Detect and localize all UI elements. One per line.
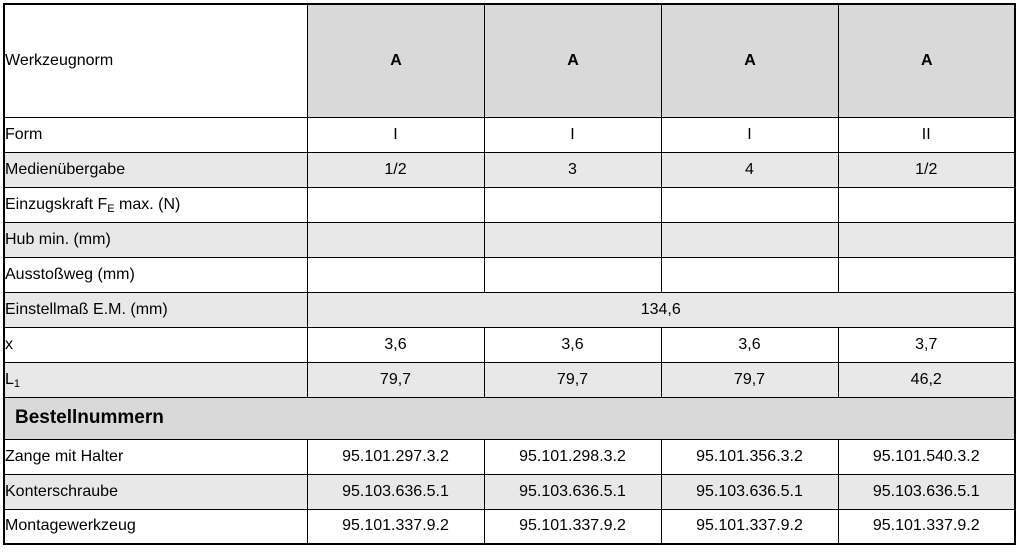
cell-l1-4: 46,2 [838, 362, 1015, 397]
row-label-zange-mit-halter: Zange mit Halter [4, 439, 307, 474]
row-label-einzugskraft [4, 187, 307, 222]
table-row [4, 117, 1015, 152]
header-symbol-col3: A [661, 4, 838, 117]
cell-hub-3 [661, 222, 838, 257]
row-label-form: Form [4, 117, 307, 152]
cell-einzugskraft-4 [838, 187, 1015, 222]
cell-konter-2: 95.103.636.5.1 [484, 474, 661, 509]
cell-einzugskraft-3 [661, 187, 838, 222]
cell-zange-3: 95.101.356.3.2 [661, 439, 838, 474]
cell-ausstossweg-3 [661, 257, 838, 292]
cell-l1-3: 79,7 [661, 362, 838, 397]
cell-hub-4 [838, 222, 1015, 257]
row-label-hub-min: Hub min. (mm) [4, 222, 307, 257]
cell-montage-3: 95.101.337.9.2 [661, 509, 838, 544]
cell-hub-1 [307, 222, 484, 257]
row-label-l1-sub: 1 [13, 377, 21, 390]
header-symbol-col4: A [838, 4, 1015, 117]
cell-montage-4: 95.101.337.9.2 [838, 509, 1015, 544]
cell-einzugskraft-2 [484, 187, 661, 222]
row-label-einstellmass: Einstellmaß E.M. (mm) [4, 292, 307, 327]
table-row [4, 292, 1015, 327]
cell-x-4: 3,7 [838, 327, 1015, 362]
cell-medien-4: 1/2 [838, 152, 1015, 187]
table-row [4, 152, 1015, 187]
cell-x-3: 3,6 [661, 327, 838, 362]
cell-l1-2: 79,7 [484, 362, 661, 397]
cell-konter-3: 95.103.636.5.1 [661, 474, 838, 509]
cell-form-2: I [484, 117, 661, 152]
table-row [4, 187, 1015, 222]
cell-zange-2: 95.101.298.3.2 [484, 439, 661, 474]
row-label-l1-text: L [5, 370, 14, 388]
row-label-medienuebergabe: Medienübergabe [4, 152, 307, 187]
cell-form-1: I [307, 117, 484, 152]
row-label-x: x [4, 327, 307, 362]
cell-zange-4: 95.101.540.3.2 [838, 439, 1015, 474]
cell-einstellmass-merged: 134,6 [307, 292, 1015, 327]
cell-form-4: II [838, 117, 1015, 152]
row-label-konterschraube: Konterschraube [4, 474, 307, 509]
header-symbol-col2: A [484, 4, 661, 117]
table-row [4, 327, 1015, 362]
cell-medien-3: 4 [661, 152, 838, 187]
table-row [4, 509, 1015, 544]
row-label-ausstossweg: Ausstoßweg (mm) [4, 257, 307, 292]
cell-ausstossweg-2 [484, 257, 661, 292]
table-row [4, 222, 1015, 257]
header-label: Werkzeugnorm [4, 4, 307, 117]
row-label-einzugskraft-tail: max. (N) [114, 195, 181, 213]
cell-hub-2 [484, 222, 661, 257]
cell-medien-1: 1/2 [307, 152, 484, 187]
cell-konter-1: 95.103.636.5.1 [307, 474, 484, 509]
cell-x-1: 3,6 [307, 327, 484, 362]
table-row [4, 257, 1015, 292]
row-label-l1 [4, 362, 307, 397]
table-row [4, 439, 1015, 474]
cell-zange-1: 95.101.297.3.2 [307, 439, 484, 474]
cell-montage-2: 95.101.337.9.2 [484, 509, 661, 544]
table-row [4, 362, 1015, 397]
specification-table [3, 3, 1016, 545]
cell-form-3: I [661, 117, 838, 152]
cell-l1-1: 79,7 [307, 362, 484, 397]
section-header-bestellnummern [4, 397, 1015, 439]
row-label-einzugskraft-sub: E [107, 202, 115, 215]
cell-x-2: 3,6 [484, 327, 661, 362]
table-row [4, 474, 1015, 509]
cell-medien-2: 3 [484, 152, 661, 187]
cell-einzugskraft-1 [307, 187, 484, 222]
cell-ausstossweg-4 [838, 257, 1015, 292]
cell-ausstossweg-1 [307, 257, 484, 292]
row-label-einzugskraft-text: Einzugskraft F [5, 195, 108, 213]
table-header-row [4, 4, 1015, 117]
row-label-montagewerkzeug: Montagewerkzeug [4, 509, 307, 544]
cell-montage-1: 95.101.337.9.2 [307, 509, 484, 544]
header-symbol-col1: A [307, 4, 484, 117]
cell-konter-4: 95.103.636.5.1 [838, 474, 1015, 509]
section-title: Bestellnummern [4, 397, 1015, 439]
